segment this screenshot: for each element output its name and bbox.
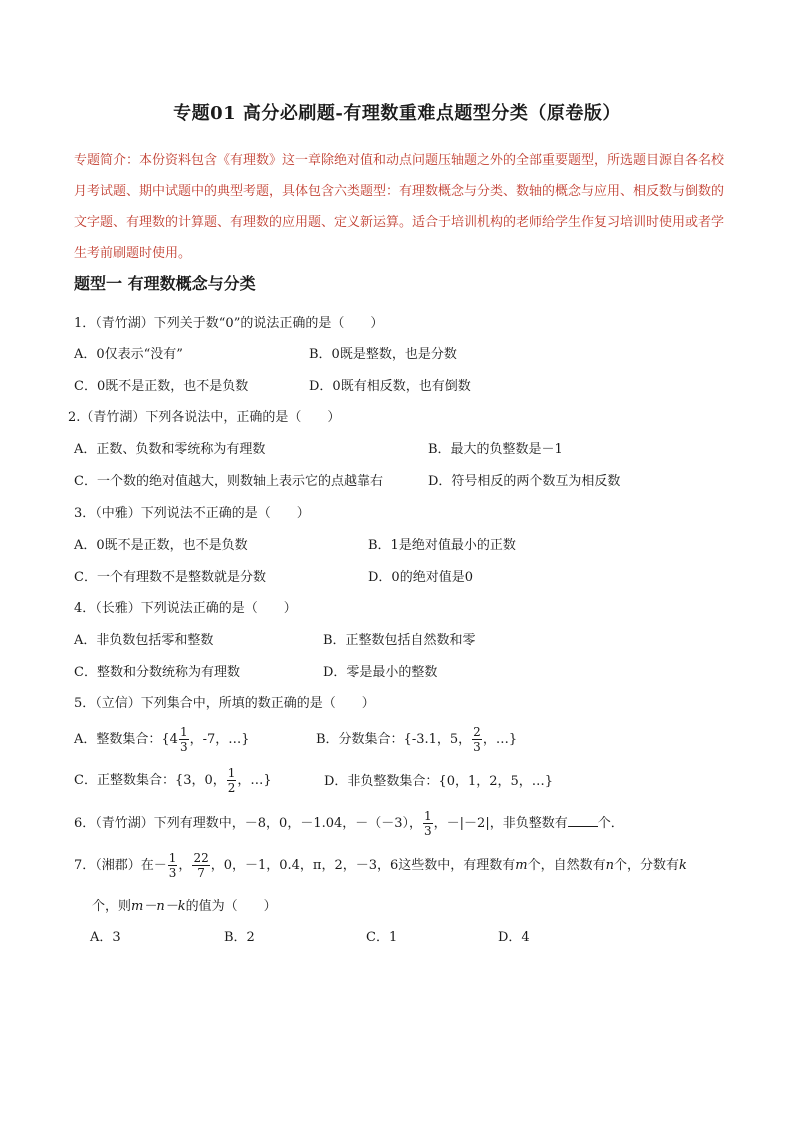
question-5-option-b	[316, 726, 517, 753]
question-7-line2-post: 的值为（ ）	[185, 899, 277, 914]
variable-m: m	[515, 858, 528, 873]
question-7-text: 个，自然数有	[527, 858, 606, 873]
question-2-option-a: A．正数、负数和零统称为有理数	[74, 442, 266, 457]
answer-blank	[568, 816, 598, 827]
fraction-denominator: 3	[424, 824, 432, 838]
option-a-prefix: A．整数集合：{4	[74, 732, 178, 747]
question-7-text: 个，分数有	[614, 858, 680, 873]
question-7-pre: 7．（湘郡）在－	[74, 858, 167, 873]
fraction-numerator: 22	[193, 851, 209, 865]
option-b-prefix: B．分数集合：{-3.1，5，	[316, 732, 472, 747]
separator: ，	[178, 858, 192, 873]
question-7-line-2	[92, 900, 277, 913]
question-4-option-b: B．正整数包括自然数和零	[323, 633, 476, 648]
variable-n: n	[605, 858, 615, 873]
question-7-line-1	[74, 852, 687, 879]
fraction	[227, 767, 237, 794]
question-5-stem: 5．（立信）下列集合中，所填的数正确的是（ ）	[74, 696, 375, 711]
question-5-option-c	[74, 767, 272, 794]
question-2-option-c: C．一个数的绝对值越大，则数轴上表示它的点越靠右	[74, 474, 383, 489]
intro-paragraph: 专题简介：本份资料包含《有理数》这一章除绝对值和动点问题压轴题之外的全部重要题型，所选题目源自各名校月考试题、期中试题中的典型考题，具体包含六类题型：有理数概念与分类、数轴的概念与应用、相反数与倒数的文字题、有理数的计算题、有理数的应用题、定义新运算。适合于培训机构的老师给学生作复习培训时使用或者学生考前刷题时使用。	[74, 153, 725, 261]
fraction-denominator: 3	[168, 866, 177, 880]
question-6-pre: 6．（青竹湖）下列有理数中，－8，0，－1.04，－（－3），	[74, 816, 423, 831]
fraction-denominator: 3	[179, 740, 188, 754]
fraction-numerator: 1	[424, 809, 432, 823]
fraction-denominator: 7	[197, 866, 205, 880]
fraction	[192, 852, 209, 879]
question-3-option-c: C．一个有理数不是整数就是分数	[74, 570, 266, 585]
question-1-option-b: B．0既是整数，也是分数	[309, 347, 457, 362]
fraction	[423, 810, 433, 837]
fraction	[168, 852, 178, 879]
question-7-option-b: B．2	[224, 930, 255, 945]
question-3-stem: 3．（中雅）下列说法不正确的是（ ）	[74, 506, 310, 521]
question-7-line2-pre: 个，则	[92, 899, 132, 914]
question-2-option-d: D．符号相反的两个数互为相反数	[428, 474, 621, 489]
question-3-option-a: A．0既不是正数，也不是负数	[74, 538, 248, 553]
fraction-numerator: 1	[168, 851, 177, 865]
expression: m－n－k	[131, 899, 186, 914]
fraction-denominator: 3	[473, 740, 481, 754]
section-heading-1: 题型一 有理数概念与分类	[74, 274, 256, 293]
question-1-option-c: C．0既不是正数，也不是负数	[74, 379, 249, 394]
question-7-option-c: C．1	[366, 930, 398, 945]
question-7-option-d: D．4	[498, 930, 530, 945]
question-4-option-c: C．整数和分数统称为有理数	[74, 665, 240, 680]
option-b-suffix: ，…}	[482, 732, 518, 747]
question-7-option-a: A．3	[90, 930, 121, 945]
question-2-stem: 2.（青竹湖）下列各说法中，正确的是（ ）	[68, 410, 341, 425]
option-c-suffix: ，…}	[237, 773, 272, 788]
question-5-option-a	[74, 726, 250, 753]
fraction	[472, 726, 482, 753]
fraction	[179, 726, 189, 753]
question-1-option-d: D．0既有相反数，也有倒数	[309, 379, 471, 394]
question-4-option-d: D．零是最小的整数	[323, 665, 438, 680]
option-a-suffix: ，-7，…}	[189, 732, 250, 747]
question-3-option-d: D．0的绝对值是0	[368, 570, 473, 585]
question-6-end: 个．	[597, 816, 624, 831]
question-4-stem: 4．（长雅）下列说法正确的是（ ）	[74, 601, 297, 616]
question-1-stem: 1．（青竹湖）下列关于数“0”的说法正确的是（ ）	[74, 316, 384, 331]
question-2-option-b: B．最大的负整数是－1	[428, 442, 563, 457]
question-6	[74, 810, 624, 837]
question-3-option-b: B．1是绝对值最小的正数	[368, 538, 516, 553]
question-7-text: ，0，－1，0.4，π，2，－3，6这些数中，有理数有	[210, 858, 516, 873]
question-1-option-a: A．0仅表示“没有”	[74, 347, 183, 362]
question-6-post: ，－|－2|，非负整数有	[433, 816, 568, 831]
fraction-numerator: 1	[227, 766, 236, 780]
question-4-option-a: A．非负数包括零和整数	[74, 633, 214, 648]
fraction-numerator: 2	[473, 725, 481, 739]
fraction-numerator: 1	[179, 725, 188, 739]
page-title: 专题01 高分必刷题-有理数重难点题型分类（原卷版）	[173, 103, 621, 124]
option-c-prefix: C．正整数集合：{3，0，	[74, 773, 226, 788]
variable-k: k	[679, 858, 687, 873]
fraction-denominator: 2	[227, 781, 236, 795]
question-5-option-d: D．非负整数集合：{0，1，2，5，…}	[324, 774, 554, 789]
